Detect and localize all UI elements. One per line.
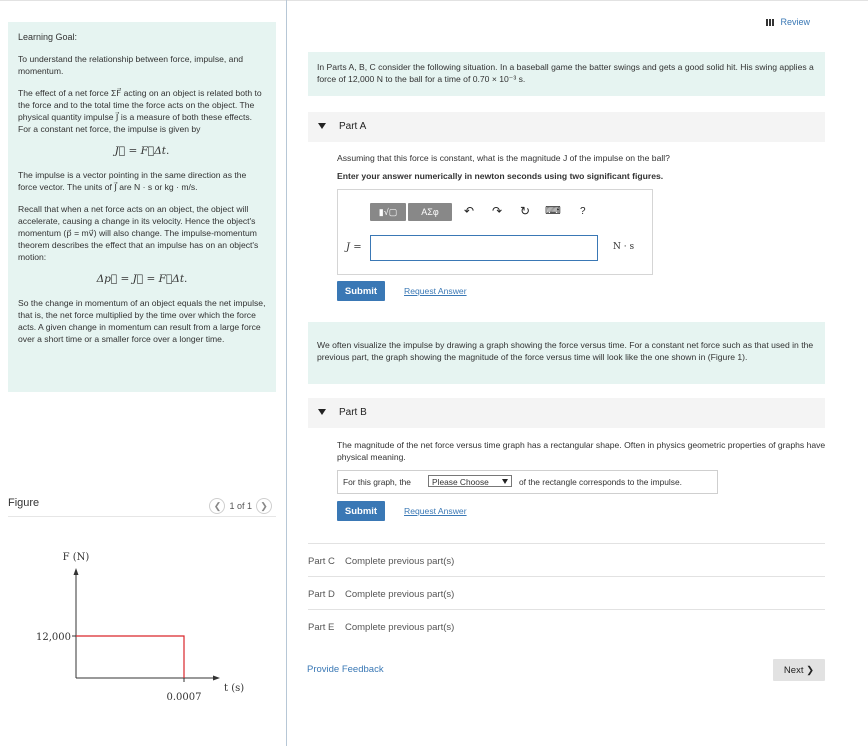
- redo-icon[interactable]: ↷: [492, 204, 503, 218]
- part-a-instruction: Enter your answer numerically in newton seconds using two significant figures.: [337, 171, 664, 181]
- goal-summary: So the change in momentum of an object equals the net impulse, that is, the net force multiplied by the time over which the force acts. A given change in momentum can result from a large force over a short time or a smaller force over a longer time.: [18, 298, 266, 344]
- part-d-status: Complete previous part(s): [345, 589, 455, 600]
- chevron-left-icon: ❮: [213, 500, 222, 511]
- review-bars-icon: [766, 19, 776, 26]
- figure-pager: [209, 498, 272, 514]
- part-a-question: Assuming that this force is constant, what is the magnitude J of the impulse on the ball?: [337, 153, 670, 163]
- keyboard-icon[interactable]: ⌨: [545, 205, 561, 217]
- collapse-triangle-icon: [318, 409, 326, 415]
- part-c-label: Part C: [308, 556, 335, 567]
- learning-goal-header: Learning Goal:: [18, 32, 78, 42]
- x-axis-label: t (s): [224, 683, 245, 694]
- collapse-triangle-icon: [318, 123, 326, 129]
- goal-intro: To understand the relationship between force, impulse, and momentum.: [18, 54, 244, 76]
- x-tick-label: 0.0007: [166, 692, 202, 703]
- prev-figure-button[interactable]: [209, 498, 225, 514]
- next-button[interactable]: Next ❯: [773, 659, 825, 681]
- learning-goal-panel: [8, 22, 276, 392]
- panel-divider: [286, 0, 287, 746]
- part-e-label: Part E: [308, 622, 335, 633]
- force-time-graph: [30, 548, 260, 708]
- figure-page-count: 1 of 1: [229, 501, 252, 511]
- fill-text-before: For this graph, the: [343, 477, 411, 487]
- fill-text-after: of the rectangle corresponds to the impulse.: [519, 477, 682, 487]
- part-b-fill-in-sentence: [337, 470, 718, 494]
- part-b-header[interactable]: [308, 398, 825, 428]
- dropdown-caret-icon: [502, 479, 508, 484]
- figure-header: [8, 494, 276, 517]
- scenario-text: In Parts A, B, C consider the following situation. In a baseball game the batter swings and gets a good solid hit. His swing applies a force of 12,000 N to the ball for a time of 0.70 × 10⁻³ s.: [317, 62, 814, 84]
- review-link[interactable]: [766, 17, 810, 27]
- part-c-row: [308, 543, 825, 576]
- part-b-submit-button[interactable]: Submit: [337, 501, 385, 521]
- part-b-request-answer-link[interactable]: Request Answer: [404, 506, 467, 516]
- goal-impulse-units: The impulse is a vector pointing in the same direction as the force vector. The units of J⃗ are N · s or kg · m/s.: [18, 170, 247, 192]
- part-e-status: Complete previous part(s): [345, 622, 455, 633]
- answer-variable-label: J =: [346, 242, 362, 253]
- graph-info-text: We often visualize the impulse by drawing a graph showing the force versus time. For a constant net force such as that used in the previous part, the graph showing the magnitude of the force versus time will look like the one shown in (Figure 1).: [317, 340, 814, 362]
- help-icon[interactable]: ?: [580, 206, 586, 217]
- answer-box: [337, 189, 653, 275]
- geometric-property-dropdown[interactable]: [428, 475, 512, 487]
- template-button[interactable]: ▮√▢: [370, 203, 406, 221]
- y-tick-label: 12,000: [36, 632, 71, 643]
- provide-feedback-link[interactable]: Provide Feedback: [307, 664, 384, 675]
- chevron-right-icon: ❯: [260, 500, 268, 511]
- x-axis-arrow-icon: [213, 676, 220, 681]
- greek-symbols-button[interactable]: ΑΣφ: [408, 203, 452, 221]
- scenario-info-box: [308, 52, 825, 96]
- goal-momentum-recall: Recall that when a net force acts on an object, the object will accelerate, causing a change in its velocity. Hence the object's momentum (p⃗ = mv⃗) will also change. The impulse-momentum theorem describes the effect that an impulse has on an object's motion:: [18, 204, 259, 262]
- next-figure-button[interactable]: [256, 498, 272, 514]
- undo-icon[interactable]: ↶: [464, 204, 475, 218]
- top-border: [0, 0, 868, 1]
- part-a-request-answer-link[interactable]: Request Answer: [404, 286, 467, 296]
- review-label: Review: [780, 17, 810, 27]
- impulse-answer-input[interactable]: [370, 235, 598, 261]
- impulse-momentum-equation: Δp⃗ = J⃗ = F⃗Δt.: [96, 273, 188, 285]
- part-b-label: Part B: [339, 407, 367, 418]
- math-toolbar: [370, 203, 452, 221]
- part-a-header[interactable]: [308, 112, 825, 142]
- answer-unit: N · s: [613, 242, 635, 252]
- y-axis-label: F (N): [62, 552, 90, 563]
- part-c-status: Complete previous part(s): [345, 556, 455, 567]
- part-d-label: Part D: [308, 589, 335, 600]
- y-axis-arrow-icon: [74, 568, 79, 575]
- goal-impulse-definition: The effect of a net force ΣF⃗ acting on an object is related both to the force and to the total time the force acts on the object. The physical quantity impulse J⃗ is a measure of both these effects. For a constant net force, the impulse is given by: [18, 88, 262, 134]
- part-d-row: [308, 576, 825, 609]
- part-a-submit-button[interactable]: Submit: [337, 281, 385, 301]
- figure-title: Figure: [8, 497, 40, 509]
- impulse-equation: J⃗ = F⃗Δt.: [114, 145, 170, 157]
- part-a-label: Part A: [339, 121, 367, 132]
- graph-info-box: [308, 322, 825, 384]
- reset-icon[interactable]: ↻: [520, 204, 531, 218]
- dropdown-value: Please Choose: [432, 477, 489, 487]
- part-b-question: The magnitude of the net force versus time graph has a rectangular shape. Often in physics geometric properties of graphs have physical meaning.: [337, 440, 826, 462]
- part-e-row: [308, 609, 825, 642]
- force-rectangle: [76, 636, 184, 678]
